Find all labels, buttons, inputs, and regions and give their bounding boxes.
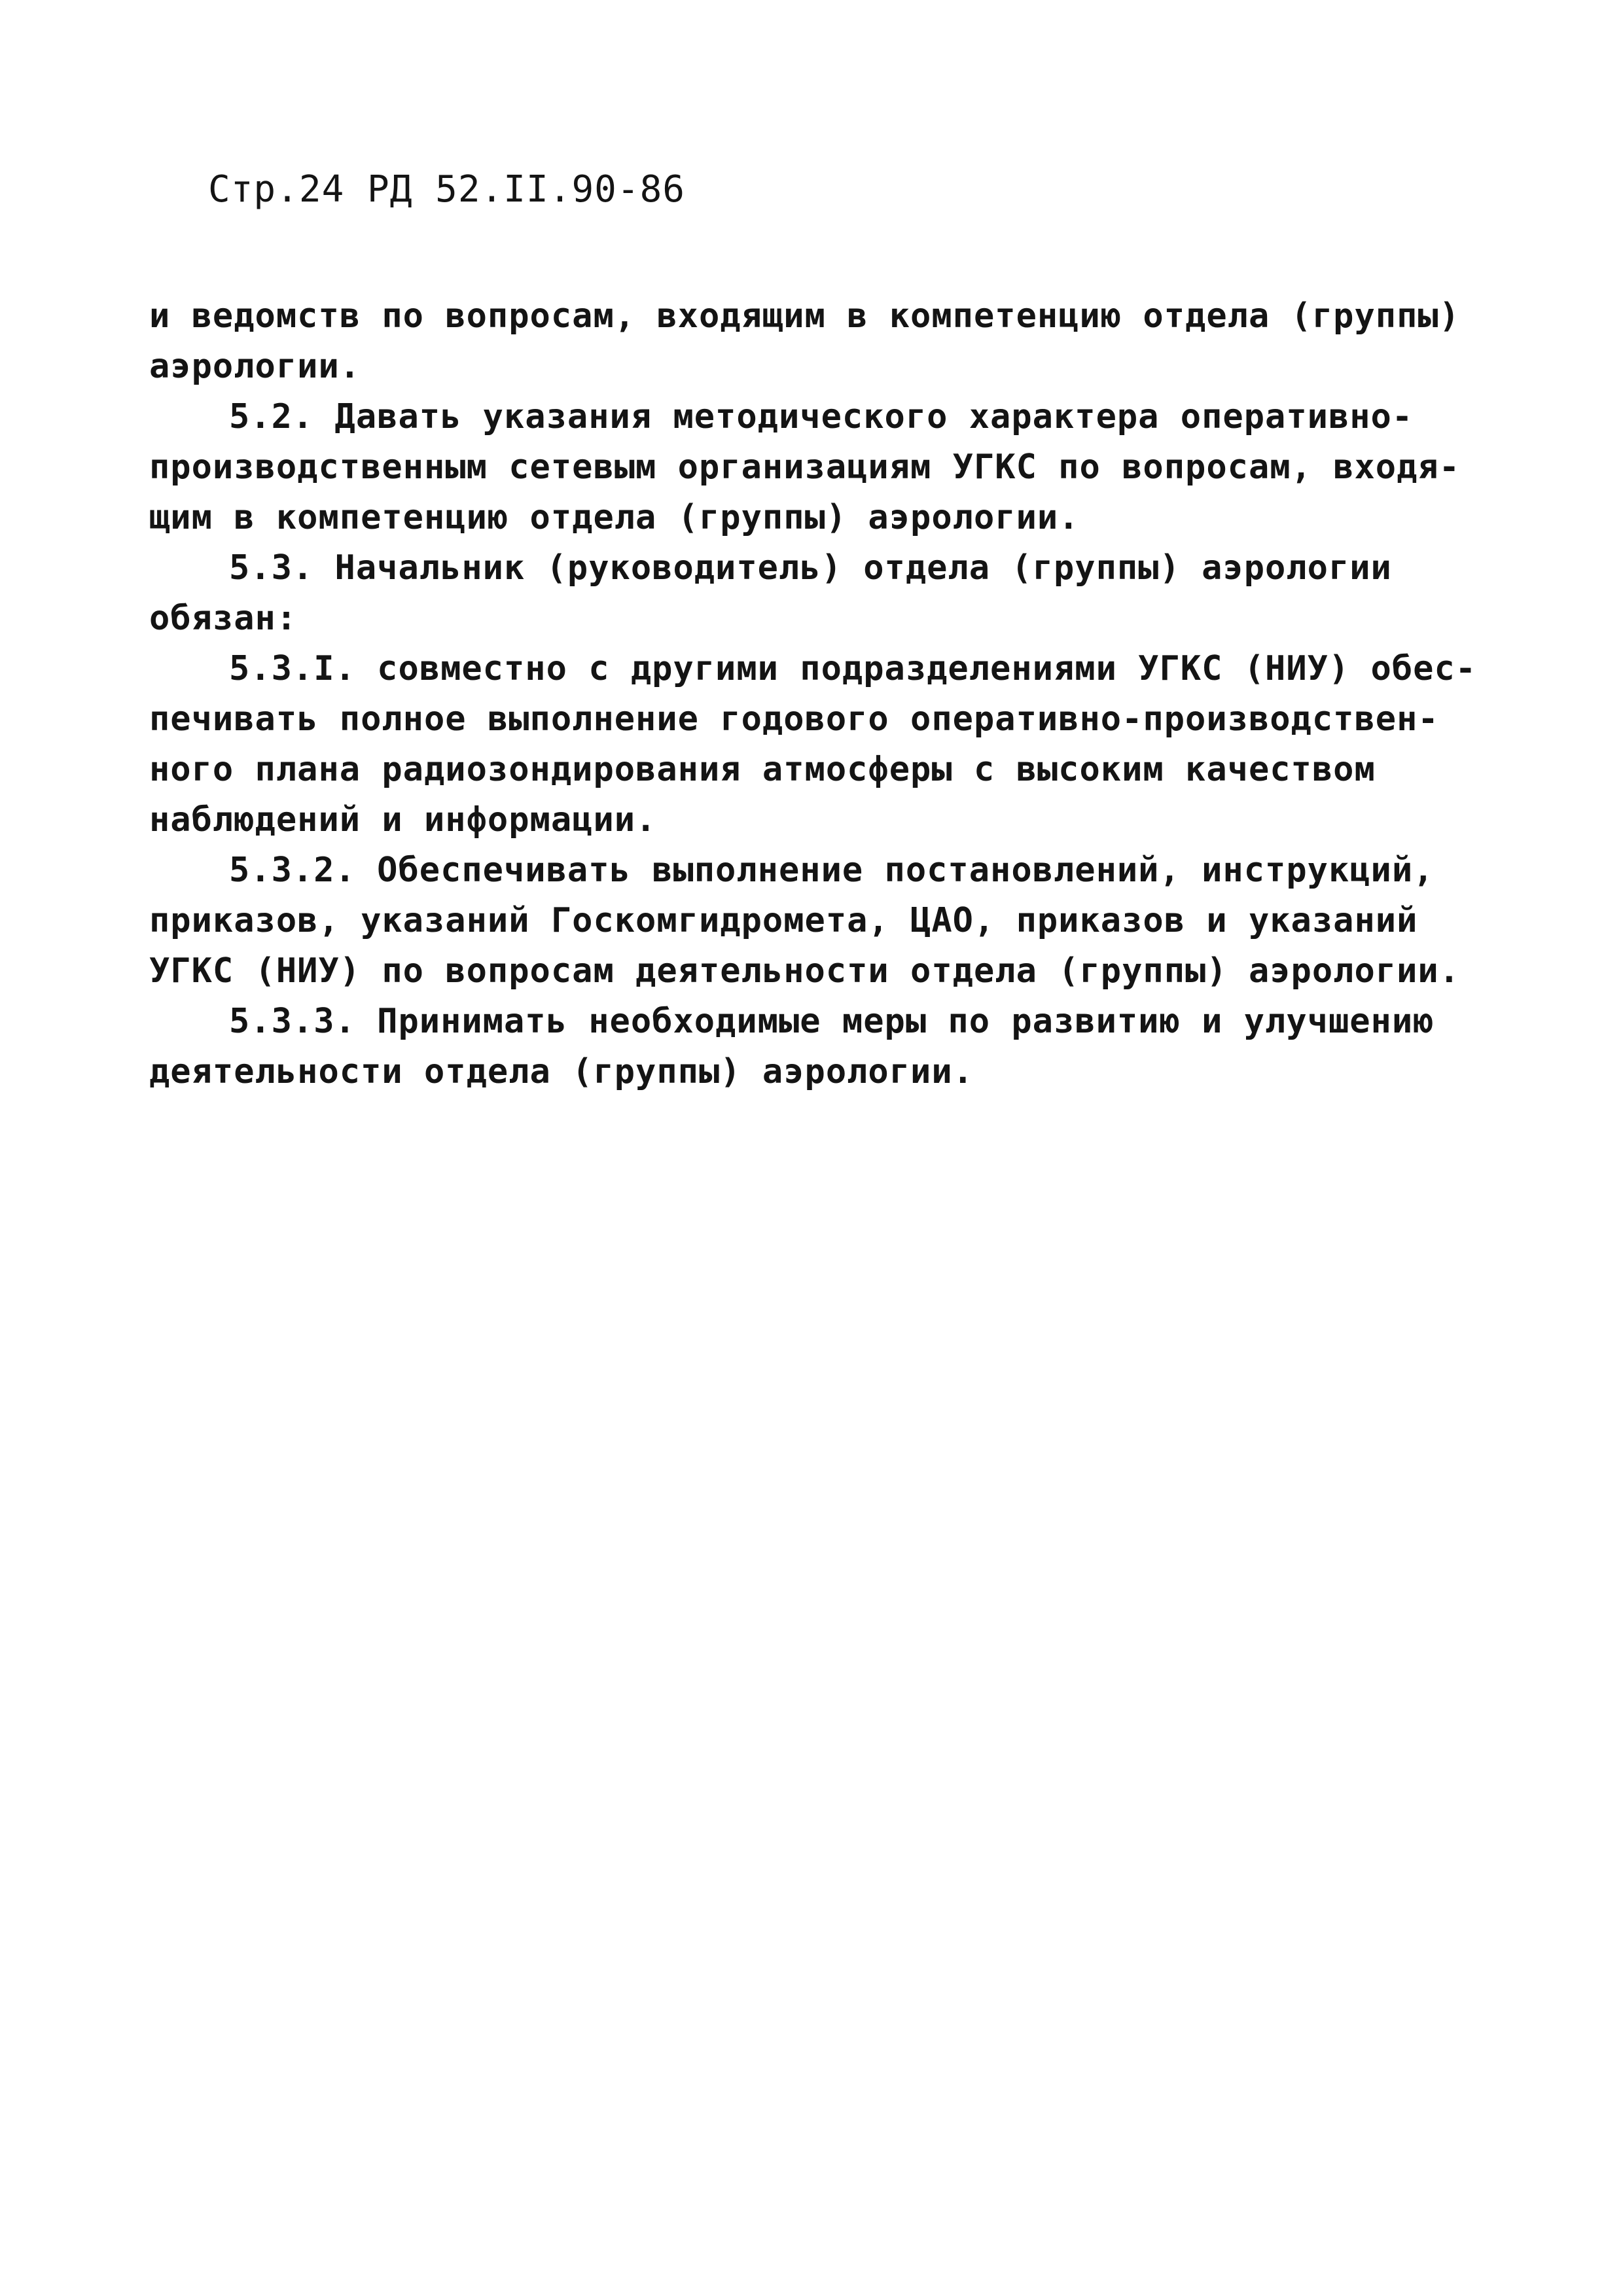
text-line: приказов, указаний Госкомгидромета, ЦАО, приказов и указаний	[149, 901, 1418, 940]
text-line: и ведомств по вопросам, входящим в компетенцию отдела (группы)	[149, 296, 1461, 336]
text-line: печивать полное выполнение годового оперативно-производствен-	[149, 699, 1439, 739]
text-line: щим в компетенцию отдела (группы) аэрологии.	[149, 498, 1080, 537]
text-line-clause-5-3-1: 5.3.I. совместно с другими подразделениями УГКС (НИУ) обес-	[229, 649, 1477, 688]
text-line: производственным сетевым организациям УГКС по вопросам, входя-	[149, 448, 1461, 487]
text-line: деятельности отдела (группы) аэрологии.	[149, 1052, 974, 1091]
text-line: обязан:	[149, 599, 298, 638]
text-line: ного плана радиозондирования атмосферы с высоким качеством	[149, 750, 1376, 789]
page-header: Стр.24 РД 52.II.90-86	[208, 168, 686, 211]
body-text	[149, 291, 1477, 1097]
text-line-clause-5-3: 5.3. Начальник (руководитель) отдела (группы) аэрологии	[229, 548, 1392, 588]
text-line-clause-5-3-2: 5.3.2. Обеспечивать выполнение постановлений, инструкций,	[229, 851, 1435, 890]
text-line: наблюдений и информации.	[149, 800, 657, 839]
text-line: аэрологии.	[149, 347, 361, 386]
text-line-clause-5-2: 5.2. Давать указания методического характера оперативно-	[229, 397, 1414, 436]
text-line: УГКС (НИУ) по вопросам деятельности отдела (группы) аэрологии.	[149, 951, 1461, 991]
text-line-clause-5-3-3: 5.3.3. Принимать необходимые меры по развитию и улучшению	[229, 1002, 1435, 1041]
